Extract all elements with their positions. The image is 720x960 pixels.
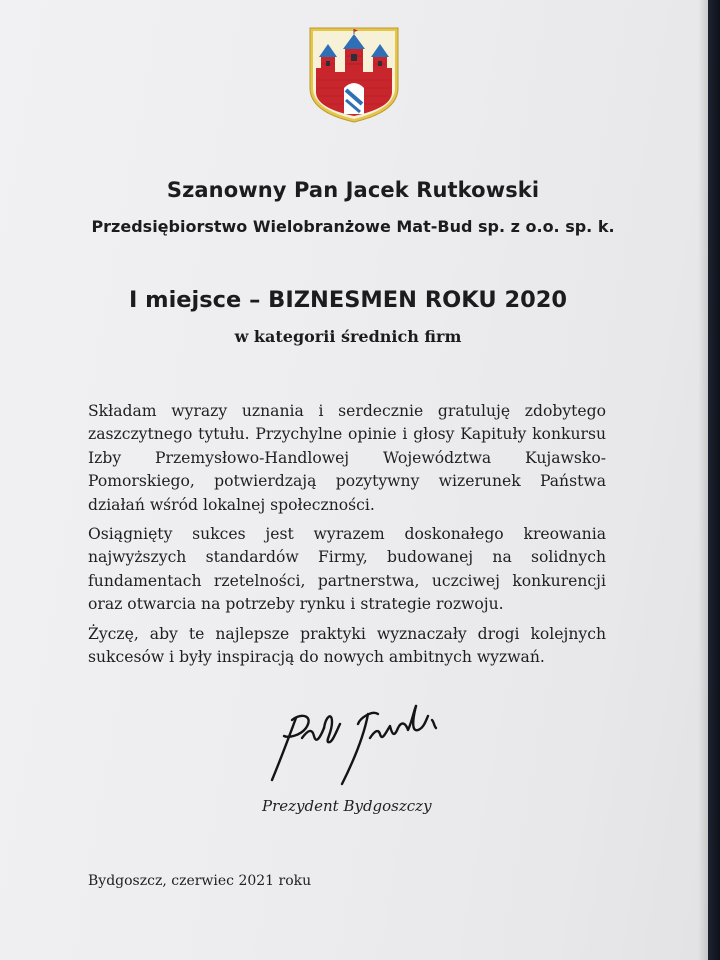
award-category: w kategorii średnich firm xyxy=(234,327,462,346)
background-edge xyxy=(708,0,720,960)
letter-paragraph: Składam wyrazy uznania i serdecznie gratuluję zdobytego zaszczytnego tytułu. Przychylne opinie i głosy Kapituły konkursu Izby Przemysłowo-Handlowej Województwa Kujawsko-Pomorskiego, potwierdzają pozytywny wizerunek Państwa działań wśród lokalnej społeczności. xyxy=(88,402,606,514)
page-edge-shadow xyxy=(698,0,708,960)
award-title: I miejsce – BIZNESMEN ROKU 2020 xyxy=(128,287,568,313)
place-and-date: Bydgoszcz, czerwiec 2021 roku xyxy=(88,873,312,889)
addressee-company: Przedsiębiorstwo Wielobranżowe Mat-Bud sp. z o.o. sp. k. xyxy=(91,217,615,236)
letter-paragraph: Życzę, aby te najlepsze praktyki wyznaczały drogi kolejnych sukcesów i były inspiracją do nowych ambitnych wyzwań. xyxy=(88,624,606,667)
signatory-title: Prezydent Bydgoszczy xyxy=(262,797,432,815)
bydgoszcz-coat-of-arms-icon xyxy=(308,26,400,124)
addressee-name: Szanowny Pan Jacek Rutkowski xyxy=(166,178,540,202)
letter-paragraph: Osiągnięty sukces jest wyrazem doskonałego kreowania najwyższych standardów Firmy, budowanej na solidnych fundamentach rzetelności, partnerstwa, uczciwej konkurencji oraz otwarcia na potrzeby rynku i strategie rozwoju. xyxy=(88,525,606,614)
letter-body xyxy=(88,400,606,675)
handwritten-signature xyxy=(262,698,452,794)
